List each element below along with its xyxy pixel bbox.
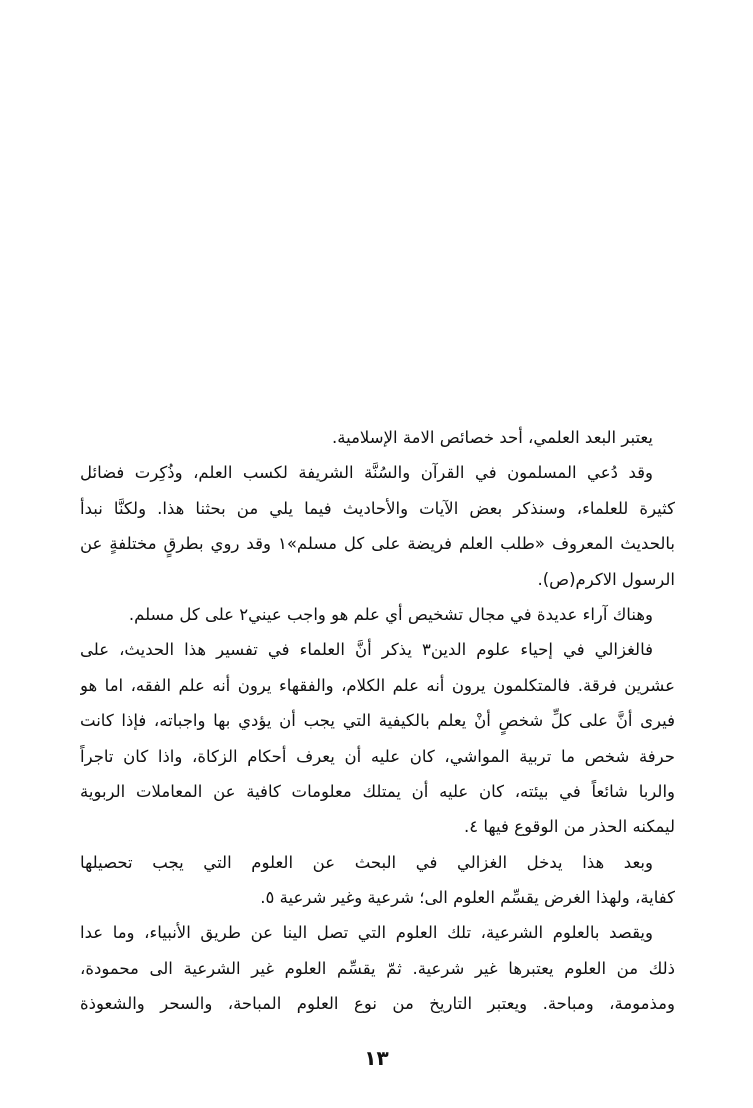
text-line: بالحديث المعروف «طلب العلم فريضة على كل مسلم»١ وقد روي بطرقٍ مختلفةٍ عن: [80, 534, 675, 554]
text-line: وقد دُعي المسلمون في القرآن والسُنَّة الشريفة لكسب العلم، وذُكِرت فضائل: [80, 463, 653, 483]
text-line: حرفة شخص ما تربية المواشي، كان عليه أن يعرف أحكام الزكاة، واذا كان تاجراً: [80, 746, 675, 766]
text-line: ومذمومة، ومباحة. ويعتبر التاريخ من نوع العلوم المباحة، والسحر والشعوذة: [80, 994, 675, 1014]
text-line: وبعد هذا يدخل الغزالي في البحث عن العلوم التي يجب تحصيلها: [80, 852, 653, 872]
text-line: والربا شائعاً في بيئته، كان عليه أن يمتلك معلومات كافية عن المعاملات الربوية: [80, 781, 675, 801]
page-number: ١٣: [364, 1046, 389, 1070]
text-line: ذلك من العلوم يعتبرها غير شرعية. ثمّ يقسِّم العلوم غير الشرعية الى محمودة،: [80, 958, 675, 978]
text-line: كثيرة للعلماء، وسنذكر بعض الآيات والأحاديث فيما يلي من بحثنا هذا. ولكنَّا نبدأ: [80, 498, 675, 518]
text-line: الرسول الاكرم(ص).: [537, 569, 675, 589]
text-line: عشرين فرقة. فالمتكلمون يرون أنه علم الكلام، والفقهاء يرون أنه علم الفقه، اما هو: [80, 675, 675, 695]
text-line: ويقصد بالعلوم الشرعية، تلك العلوم التي تصل الينا عن طريق الأنبياء، وما عدا: [80, 923, 653, 943]
text-line: وهناك آراء عديدة في مجال تشخيص أي علم هو واجب عيني٢ على كل مسلم.: [128, 604, 653, 624]
text-line: فالغزالي في إحياء علوم الدين٣ يذكر أنَّ العلماء في تفسير هذا الحديث، على: [80, 640, 654, 660]
body-text: [80, 420, 675, 1022]
text-line: ليمكنه الحذر من الوقوع فيها ٤.: [463, 817, 675, 837]
text-line: فيرى أنَّ على كلِّ شخصٍ أنْ يعلم بالكيفية التي يجب أن يؤدي بها واجباته، فإذا كانت: [80, 711, 675, 731]
text-line: كفاية، ولهذا الغرض يقسِّم العلوم الى؛ شرعية وغير شرعية ٥.: [260, 888, 675, 908]
text-line: يعتبر البعد العلمي، أحد خصائص الامة الإسلامية.: [332, 428, 653, 447]
